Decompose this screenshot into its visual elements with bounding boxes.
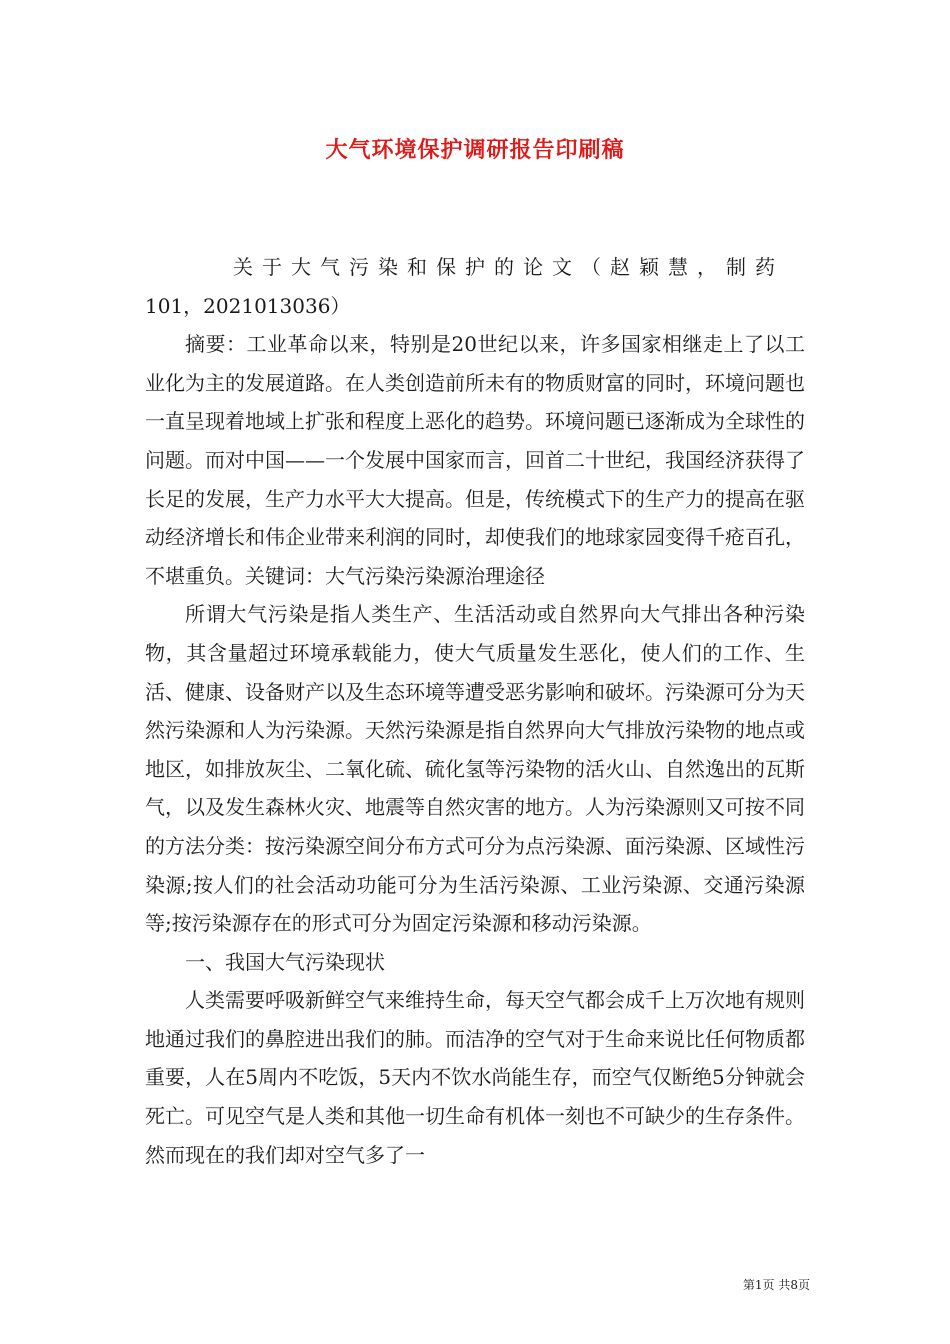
page-number: 第1页 共8页 — [742, 1278, 810, 1292]
paper-author-line: 101，2021013036） — [145, 293, 351, 318]
abstract-paragraph: 摘要：工业革命以来，特别是20世纪以来，许多国家相继走上了以工业化为主的发展道路。在人类创造前所未有的物质财富的同时，环境问题也一直呈现着地域上扩张和程度上恶化的趋势。环境问题已逐渐成为全球性的问题。而对中国——一个发展中国家而言，回首二十世纪，我国经济获得了长足的发展，生产力水平大大提高。但是，传统模式下的生产力的提高在驱动经济增长和伟企业带来利润的同时，却使我们的地球家园变得千疮百孔，不堪重负。关键词：大气污染污染源治理途径 — [145, 332, 805, 588]
document-body — [145, 248, 805, 1174]
definition-paragraph: 所谓大气污染是指人类生产、生活活动或自然界向大气排出各种污染物，其含量超过环境承载能力，使大气质量发生恶化，使人们的工作、生活、健康、设备财产以及生态环境等遭受恶劣影响和破坏。污染源可分为天然污染源和人为污染源。天然污染源是指自然界向大气排放污染物的地点或地区，如排放灰尘、二氧化硫、硫化氢等污染物的活火山、自然逸出的瓦斯气，以及发生森林火灾、地震等自然灾害的地方。人为污染源则又可按不同的方法分类：按污染源空间分布方式可分为点污染源、面污染源、区域性污染源;按人们的社会活动功能可分为生活污染源、工业污染源、交通污染源等;按污染源存在的形式可分为固定污染源和移动污染源。 — [145, 602, 805, 936]
section-heading: 一、我国大气污染现状 — [185, 949, 385, 974]
air-importance-paragraph: 人类需要呼吸新鲜空气来维持生命，每天空气都会成千上万次地有规则地通过我们的鼻腔进出我们的肺。而洁净的空气对于生命来说比任何物质都重要，人在5周内不吃饭，5天内不饮水尚能生存，而空气仅断绝5分钟就会死亡。可见空气是人类和其他一切生命有机体一刻也不可缺少的生存条件。然而现在的我们却对空气多了一 — [145, 988, 805, 1167]
paper-title-line: 关于大气污染和保护的论文（赵颖慧，制药 — [233, 255, 784, 279]
document-title: 大气环境保护调研报告印刷稿 — [325, 137, 625, 163]
